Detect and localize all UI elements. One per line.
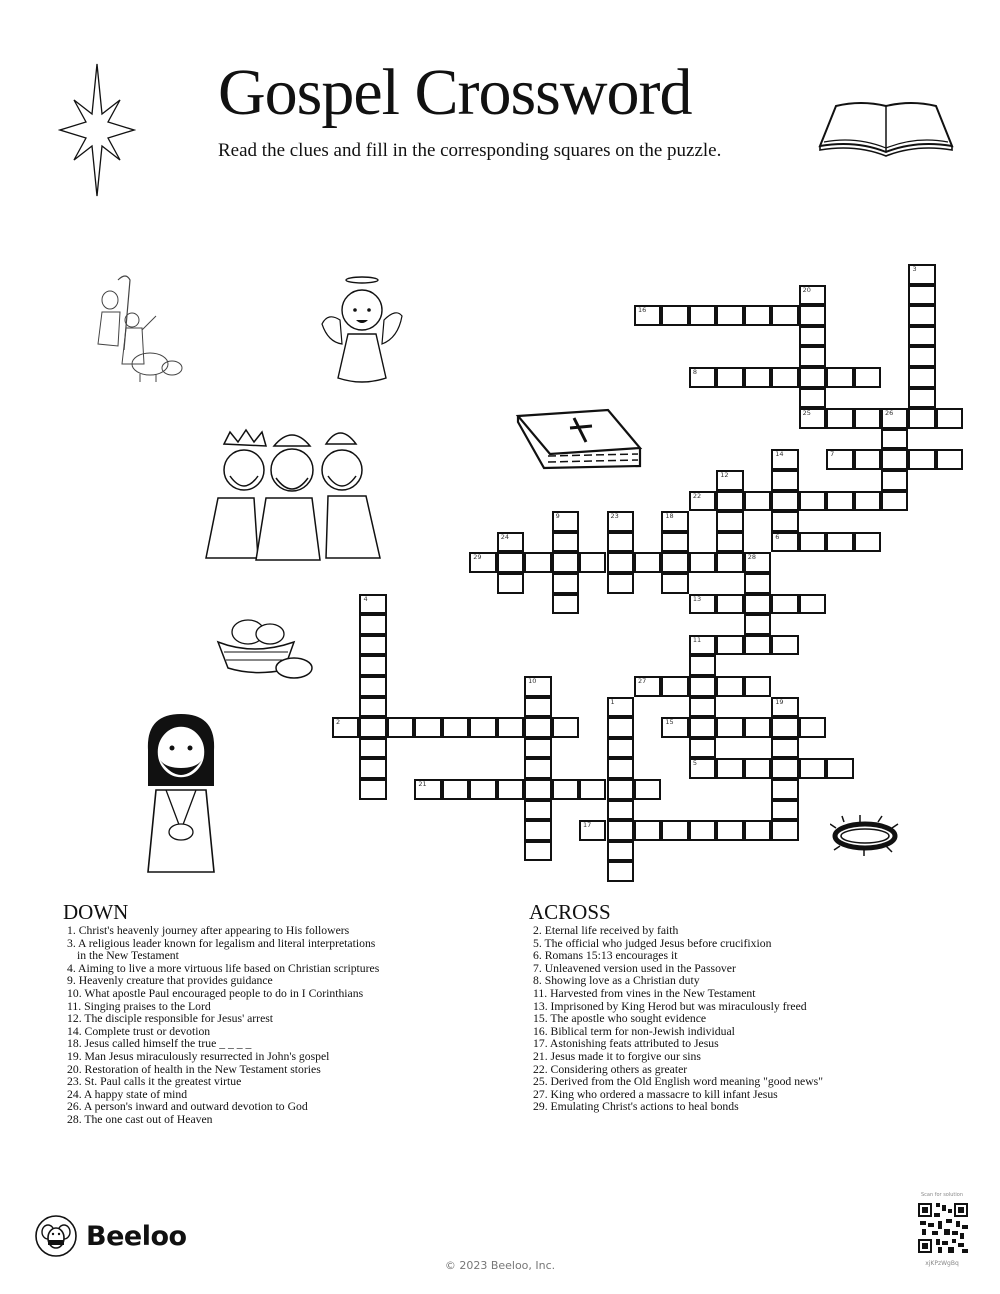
crossword-cell[interactable] xyxy=(607,841,634,862)
crossword-cell[interactable] xyxy=(689,552,716,573)
clue-number: 2 xyxy=(336,718,341,727)
crossword-cell[interactable] xyxy=(799,594,826,615)
across-clue: 17. Astonishing feats attributed to Jesus xyxy=(533,1037,719,1051)
crossword-cell[interactable] xyxy=(854,532,881,553)
crossword-cell[interactable] xyxy=(689,758,716,779)
crossword-cell[interactable] xyxy=(552,532,579,553)
crossword-cell[interactable] xyxy=(744,635,771,656)
crossword-cell[interactable] xyxy=(442,717,469,738)
crossword-cell[interactable] xyxy=(771,594,798,615)
crossword-cell[interactable] xyxy=(908,346,935,367)
clue-number: 29 xyxy=(473,553,482,562)
crossword-cell[interactable] xyxy=(359,676,386,697)
crossword-cell[interactable] xyxy=(579,552,606,573)
crossword-cell[interactable] xyxy=(716,470,743,491)
crossword-cell[interactable] xyxy=(771,491,798,512)
crossword-cell[interactable] xyxy=(359,758,386,779)
down-clue: 12. The disciple responsible for Jesus' arrest xyxy=(67,1012,274,1026)
crossword-cell[interactable] xyxy=(661,511,688,532)
down-clue: 20. Restoration of health in the New Testament stories xyxy=(67,1062,321,1076)
crossword-cell[interactable] xyxy=(744,758,771,779)
crossword-cell[interactable] xyxy=(744,717,771,738)
crossword-cell[interactable] xyxy=(442,779,469,800)
down-clue: 3. A religious leader known for legalism and literal interpretations in the New Testament xyxy=(67,936,376,963)
down-clue: 18. Jesus called himself the true _ _ _ _ xyxy=(67,1037,252,1051)
across-clue: 6. Romans 15:13 encourages it xyxy=(533,949,678,963)
crossword-cell[interactable] xyxy=(936,449,963,470)
crossword-cell[interactable] xyxy=(716,758,743,779)
down-clue: 23. St. Paul calls it the greatest virtue xyxy=(67,1075,242,1089)
crossword-cell[interactable] xyxy=(524,676,551,697)
across-clue: 8. Showing love as a Christian duty xyxy=(533,974,700,988)
crossword-cell[interactable] xyxy=(881,408,908,429)
crossword-cell[interactable] xyxy=(607,532,634,553)
crossword-cell[interactable] xyxy=(799,326,826,347)
across-clue: 21. Jesus made it to forgive our sins xyxy=(533,1049,701,1063)
crossword-cell[interactable] xyxy=(799,346,826,367)
clue-number: 5 xyxy=(692,759,697,768)
crossword-cell[interactable] xyxy=(826,532,853,553)
crossword-cell[interactable] xyxy=(552,779,579,800)
crossword-cell[interactable] xyxy=(771,738,798,759)
crossword-cell[interactable] xyxy=(854,367,881,388)
crossword-cell[interactable] xyxy=(744,367,771,388)
crossword-cell[interactable] xyxy=(689,367,716,388)
crossword-cell[interactable] xyxy=(524,779,551,800)
down-clue: 24. A happy state of mind xyxy=(67,1087,188,1101)
crossword-cell[interactable] xyxy=(908,326,935,347)
crossword-cell[interactable] xyxy=(744,491,771,512)
clue-number: 4 xyxy=(363,594,368,603)
clue-number: 16 xyxy=(637,306,647,315)
crossword-cell[interactable] xyxy=(524,552,551,573)
crossword-cell[interactable] xyxy=(744,676,771,697)
crossword-cell[interactable] xyxy=(936,408,963,429)
down-clue: 1. Christ's heavenly journey after appearing to His followers xyxy=(67,924,350,937)
page-subtitle: Read the clues and fill in the corresponding squares on the puzzle. xyxy=(218,140,722,161)
crossword-cell[interactable] xyxy=(689,738,716,759)
crossword-cell[interactable] xyxy=(689,697,716,718)
crossword-cell[interactable] xyxy=(359,635,386,656)
crossword-cell[interactable] xyxy=(634,676,661,697)
crossword-cell[interactable] xyxy=(716,820,743,841)
crossword-cell[interactable] xyxy=(771,779,798,800)
qr-code-id: xjKPzWgBq xyxy=(925,1260,959,1267)
crossword-cell[interactable] xyxy=(854,491,881,512)
clue-number: 3 xyxy=(912,265,917,273)
crossword-cell[interactable] xyxy=(771,511,798,532)
crossword-cell[interactable] xyxy=(524,841,551,862)
crossword-cell[interactable] xyxy=(469,717,496,738)
crossword-cell[interactable] xyxy=(799,717,826,738)
crossword-cell[interactable] xyxy=(771,820,798,841)
crossword-cell[interactable] xyxy=(634,820,661,841)
crossword-cell[interactable] xyxy=(359,655,386,676)
crossword-cell[interactable] xyxy=(634,305,661,326)
crossword-cell[interactable] xyxy=(716,511,743,532)
crossword-cell[interactable] xyxy=(607,820,634,841)
crossword-cell[interactable] xyxy=(607,697,634,718)
crossword-cell[interactable] xyxy=(469,779,496,800)
crossword-cell[interactable] xyxy=(716,676,743,697)
crossword-cell[interactable] xyxy=(771,758,798,779)
crossword-cell[interactable] xyxy=(414,779,441,800)
clue-number: 11 xyxy=(692,635,702,644)
crossword-cell[interactable] xyxy=(826,367,853,388)
crossword-cell[interactable] xyxy=(744,573,771,594)
clue-number: 6 xyxy=(775,532,780,541)
crossword-cell[interactable] xyxy=(579,820,606,841)
bee-icon xyxy=(34,1214,78,1258)
crossword-cell[interactable] xyxy=(826,408,853,429)
crossword-cell[interactable] xyxy=(881,470,908,491)
crossword-cell[interactable] xyxy=(552,552,579,573)
page-title: Gospel Crossword xyxy=(218,56,692,129)
crossword-cell[interactable] xyxy=(359,594,386,615)
clue-number: 15 xyxy=(665,718,674,727)
crossword-cell[interactable] xyxy=(689,655,716,676)
crossword-cell[interactable] xyxy=(579,779,606,800)
crossword-cell[interactable] xyxy=(661,820,688,841)
crossword-cell[interactable] xyxy=(524,800,551,821)
down-heading: DOWN xyxy=(63,900,129,924)
crossword-cell[interactable] xyxy=(854,408,881,429)
crossword-cell[interactable] xyxy=(908,408,935,429)
across-clues-section xyxy=(529,900,849,1114)
crossword-cell[interactable] xyxy=(771,800,798,821)
beeloo-logo xyxy=(34,1214,187,1258)
crossword-cell[interactable] xyxy=(607,779,634,800)
crossword-cell[interactable] xyxy=(497,532,524,553)
crossword-cell[interactable] xyxy=(607,717,634,738)
crossword-cell[interactable] xyxy=(607,511,634,532)
crossword-cell[interactable] xyxy=(524,758,551,779)
crossword-cell[interactable] xyxy=(661,305,688,326)
crossword-cell[interactable] xyxy=(607,573,634,594)
crossword-cell[interactable] xyxy=(552,594,579,615)
crossword-cell[interactable] xyxy=(359,614,386,635)
crossword-cell[interactable] xyxy=(771,449,798,470)
crossword-cell[interactable] xyxy=(497,779,524,800)
crossword-cell[interactable] xyxy=(716,594,743,615)
crossword-cell[interactable] xyxy=(826,491,853,512)
clue-number: 14 xyxy=(775,450,784,459)
crossword-cell[interactable] xyxy=(359,697,386,718)
crossword-cell[interactable] xyxy=(689,594,716,615)
crossword-cell[interactable] xyxy=(908,264,935,285)
crossword-cell[interactable] xyxy=(826,449,853,470)
down-clue: 26. A person's inward and outward devotion to God xyxy=(67,1100,308,1114)
down-clue: 9. Heavenly creature that provides guidance xyxy=(67,974,273,988)
crossword-cell[interactable] xyxy=(771,470,798,491)
crossword-cell[interactable] xyxy=(607,552,634,573)
down-clue: 28. The one cast out of Heaven xyxy=(67,1112,213,1126)
down-clue: 11. Singing praises to the Lord xyxy=(67,999,211,1013)
crossword-cell[interactable] xyxy=(799,758,826,779)
crossword-cell[interactable] xyxy=(799,408,826,429)
crossword-cell[interactable] xyxy=(552,511,579,532)
across-clue: 25. Derived from the Old English word meaning "good news" xyxy=(533,1075,823,1089)
crossword-cell[interactable] xyxy=(716,717,743,738)
crossword-cell[interactable] xyxy=(771,367,798,388)
down-clue: 4. Aiming to live a more virtuous life based on Christian scriptures xyxy=(67,961,380,975)
across-clue: 5. The official who judged Jesus before crucifixion xyxy=(533,936,772,950)
down-clue: 19. Man Jesus miraculously resurrected in John's gospel xyxy=(67,1049,330,1063)
crossword-cell[interactable] xyxy=(771,635,798,656)
clue-number: 21 xyxy=(418,780,427,788)
crossword-cell[interactable] xyxy=(661,573,688,594)
across-clue: 11. Harvested from vines in the New Testament xyxy=(533,986,756,1000)
crossword-cell[interactable] xyxy=(908,449,935,470)
clue-number: 24 xyxy=(500,532,509,541)
crossword-cell[interactable] xyxy=(332,717,359,738)
crossword-cell[interactable] xyxy=(881,449,908,470)
crossword-cell[interactable] xyxy=(497,717,524,738)
crossword-cell[interactable] xyxy=(607,800,634,821)
clue-number: 23 xyxy=(610,512,619,521)
crossword-cell[interactable] xyxy=(552,573,579,594)
qr-code-icon[interactable] xyxy=(918,1203,968,1253)
clue-number: 19 xyxy=(775,697,784,706)
crossword-cell[interactable] xyxy=(854,449,881,470)
crossword-cell[interactable] xyxy=(689,305,716,326)
down-clue: 14. Complete trust or devotion xyxy=(67,1024,211,1038)
crossword-cell[interactable] xyxy=(689,635,716,656)
across-heading: ACROSS xyxy=(529,900,611,924)
clue-number: 20 xyxy=(802,285,811,294)
crossword-cell[interactable] xyxy=(716,367,743,388)
clue-number: 25 xyxy=(802,409,811,418)
crossword-cell[interactable] xyxy=(497,573,524,594)
crossword-cell[interactable] xyxy=(524,717,551,738)
crossword-cell[interactable] xyxy=(689,491,716,512)
crossword-cell[interactable] xyxy=(524,820,551,841)
crossword-cell[interactable] xyxy=(607,758,634,779)
crossword-cell[interactable] xyxy=(689,676,716,697)
crossword-cell[interactable] xyxy=(799,388,826,409)
crossword-cell[interactable] xyxy=(607,738,634,759)
crossword-cell[interactable] xyxy=(414,717,441,738)
clue-number: 8 xyxy=(692,368,697,376)
crossword-cell[interactable] xyxy=(744,594,771,615)
across-clue: 29. Emulating Christ's actions to heal bonds xyxy=(533,1100,739,1114)
crossword-cell[interactable] xyxy=(881,429,908,450)
across-clue: 2. Eternal life received by faith xyxy=(533,924,679,937)
crossword-cell[interactable] xyxy=(799,367,826,388)
crossword-cell[interactable] xyxy=(716,305,743,326)
crossword-cell[interactable] xyxy=(908,285,935,306)
crossword-cell[interactable] xyxy=(469,552,496,573)
clue-number: 1 xyxy=(610,697,615,706)
crossword-cell[interactable] xyxy=(771,305,798,326)
clue-number: 12 xyxy=(720,471,729,479)
clue-number: 28 xyxy=(747,553,757,562)
clue-number: 26 xyxy=(885,409,894,418)
clue-number: 27 xyxy=(637,677,647,685)
crossword-cell[interactable] xyxy=(799,285,826,306)
clue-number: 22 xyxy=(692,491,702,500)
crossword-cell[interactable] xyxy=(387,717,414,738)
crossword-cell[interactable] xyxy=(661,552,688,573)
crossword-cell[interactable] xyxy=(716,552,743,573)
crossword-cell[interactable] xyxy=(359,738,386,759)
clue-number: 18 xyxy=(665,512,674,521)
copyright: © 2023 Beeloo, Inc. xyxy=(444,1259,556,1272)
across-clue: 13. Imprisoned by King Herod but was miraculously freed xyxy=(533,999,807,1013)
crossword-cell[interactable] xyxy=(908,388,935,409)
crossword-cell[interactable] xyxy=(359,717,386,738)
crossword-cell[interactable] xyxy=(359,779,386,800)
crossword-cell[interactable] xyxy=(524,738,551,759)
crossword-cell[interactable] xyxy=(771,697,798,718)
crossword-cell[interactable] xyxy=(634,779,661,800)
crossword-cell[interactable] xyxy=(716,635,743,656)
across-clue: 27. King who ordered a massacre to kill infant Jesus xyxy=(533,1087,778,1101)
clue-number: 13 xyxy=(692,594,702,603)
crossword-cell[interactable] xyxy=(689,717,716,738)
crossword-cell[interactable] xyxy=(744,820,771,841)
crossword-cell[interactable] xyxy=(497,552,524,573)
down-clues-section xyxy=(63,900,383,1127)
crossword-cell[interactable] xyxy=(744,552,771,573)
across-clue: 16. Biblical term for non-Jewish individual xyxy=(533,1024,735,1038)
across-clue: 15. The apostle who sought evidence xyxy=(533,1012,707,1026)
crossword-cell[interactable] xyxy=(908,305,935,326)
crossword-cell[interactable] xyxy=(771,532,798,553)
clue-number: 17 xyxy=(583,821,592,830)
crossword-cell[interactable] xyxy=(661,676,688,697)
crossword-cell[interactable] xyxy=(744,305,771,326)
down-clue: 10. What apostle Paul encouraged people to do in I Corinthians xyxy=(67,986,364,1000)
crossword-cell[interactable] xyxy=(744,614,771,635)
across-clue: 22. Considering others as greater xyxy=(533,1062,688,1076)
crossword-cell[interactable] xyxy=(661,532,688,553)
crossword-cell[interactable] xyxy=(799,305,826,326)
clue-number: 10 xyxy=(528,677,537,685)
clue-number: 7 xyxy=(830,450,835,459)
across-clue: 7. Unleavened version used in the Passover xyxy=(533,961,736,975)
crossword-cell[interactable] xyxy=(799,532,826,553)
crossword-cell[interactable] xyxy=(826,758,853,779)
crossword-cell[interactable] xyxy=(661,717,688,738)
across-clue-list xyxy=(529,925,849,1114)
crossword-cell[interactable] xyxy=(524,697,551,718)
crossword-cell[interactable] xyxy=(607,861,634,882)
crossword-cell[interactable] xyxy=(716,491,743,512)
crossword-cell[interactable] xyxy=(799,491,826,512)
qr-label: Scan for solution xyxy=(920,1192,963,1198)
brand-name: Beeloo xyxy=(86,1220,187,1252)
down-clue-list xyxy=(63,925,383,1127)
crossword-cell[interactable] xyxy=(881,491,908,512)
crossword-cell[interactable] xyxy=(716,532,743,553)
crossword-cell[interactable] xyxy=(771,717,798,738)
crossword-cell[interactable] xyxy=(552,717,579,738)
clue-number: 9 xyxy=(555,512,560,521)
crossword-cell[interactable] xyxy=(634,552,661,573)
crossword-cell[interactable] xyxy=(689,820,716,841)
crossword-cell[interactable] xyxy=(908,367,935,388)
